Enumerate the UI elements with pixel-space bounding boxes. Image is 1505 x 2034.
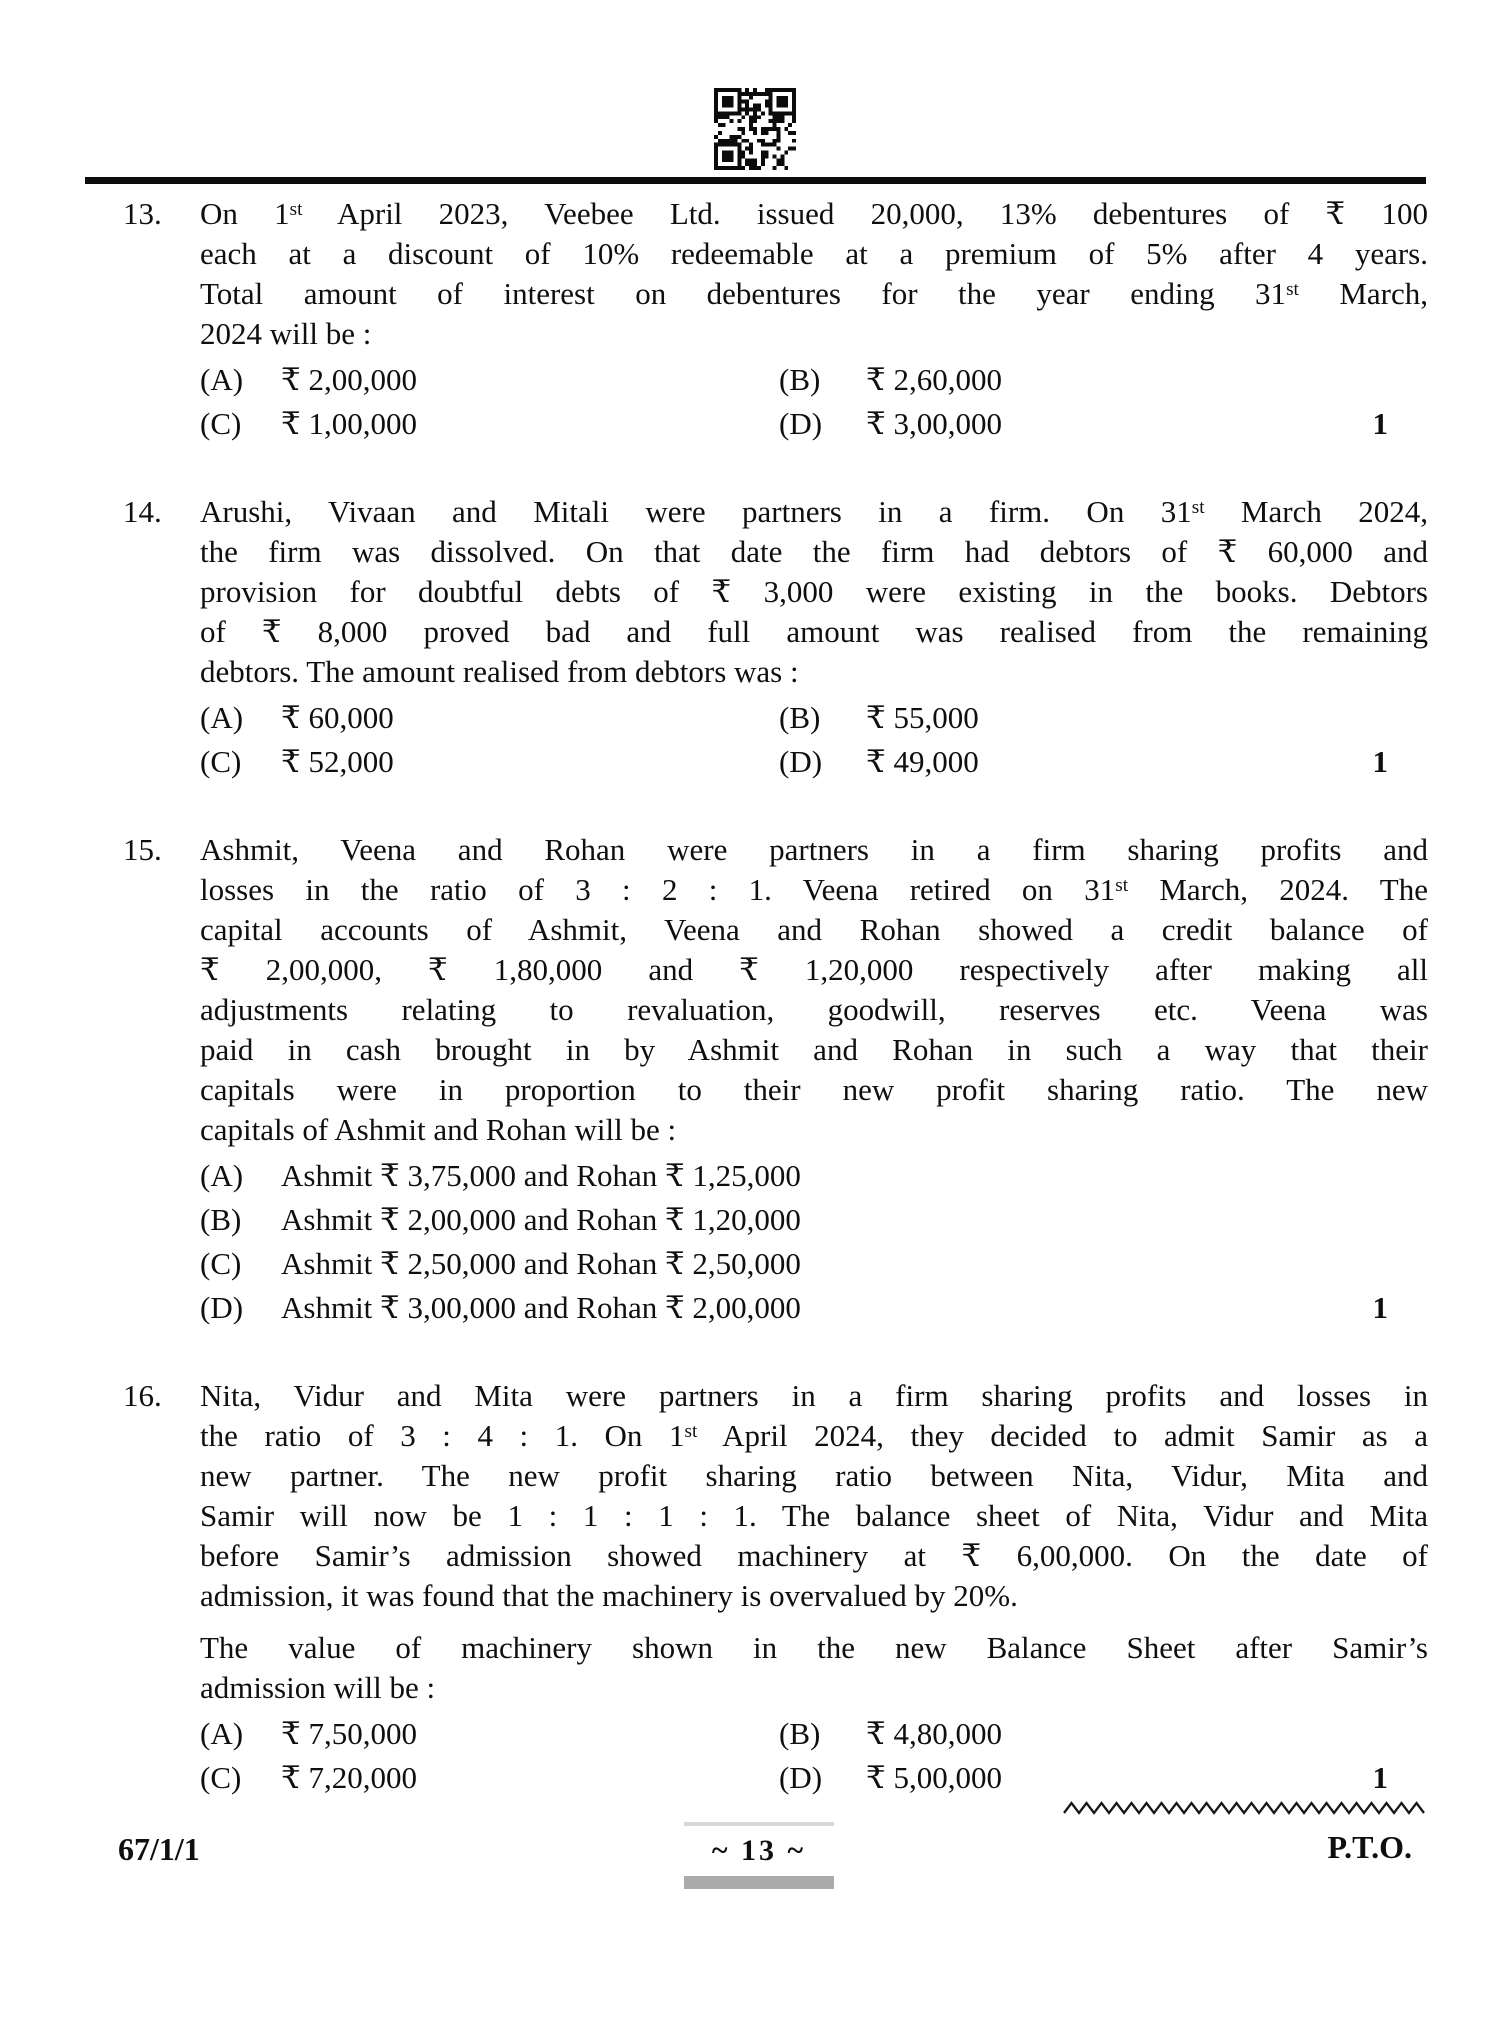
text-line: 2024 will be : xyxy=(200,316,372,351)
question-paragraph xyxy=(200,830,1428,1150)
paper-code: 67/1/1 xyxy=(118,1831,200,1867)
page-number-rule-bottom xyxy=(684,1876,834,1889)
option-label: (A) xyxy=(200,362,244,397)
question xyxy=(123,492,1428,782)
option-text: ₹ 7,50,000 xyxy=(281,1716,417,1751)
question xyxy=(123,194,1428,444)
text-line: admission will be : xyxy=(200,1670,436,1705)
options xyxy=(200,1714,1428,1798)
option-row xyxy=(200,698,1428,738)
option-row xyxy=(200,742,1428,782)
option-label: (D) xyxy=(200,1290,244,1325)
text-line: Samir will now be 1 : 1 : 1 : 1. The balance sheet of Nita, Vidur and Mita xyxy=(200,1498,1428,1533)
text-line: On 1st April 2023, Veebee Ltd. issued 20,000, 13% debentures of ₹ 100 xyxy=(200,196,1428,231)
text-line: of ₹ 8,000 proved bad and full amount was realised from the remaining xyxy=(200,614,1428,649)
question-number: 14. xyxy=(123,494,162,529)
option-label: (A) xyxy=(200,1158,244,1193)
option-text: ₹ 60,000 xyxy=(281,700,394,735)
question-text xyxy=(200,492,1428,692)
option-text: ₹ 52,000 xyxy=(281,744,394,779)
option-label: (B) xyxy=(779,1716,821,1751)
question-body xyxy=(200,194,1428,444)
question-body xyxy=(200,1376,1428,1798)
option-text: ₹ 2,00,000 xyxy=(281,362,417,397)
options xyxy=(200,698,1428,782)
option-row xyxy=(200,360,1428,400)
text-line: The value of machinery shown in the new Balance Sheet after Samir’s xyxy=(200,1630,1428,1665)
text-line: Total amount of interest on debentures for the year ending 31st March, xyxy=(200,276,1429,311)
option-text: Ashmit ₹ 2,00,000 and Rohan ₹ 1,20,000 xyxy=(281,1202,801,1237)
option-text: ₹ 55,000 xyxy=(866,700,979,735)
question-paragraph xyxy=(200,1376,1428,1616)
questions xyxy=(123,194,1428,1798)
marks: 1 xyxy=(1372,744,1388,779)
option-label: (B) xyxy=(200,1202,242,1237)
option-text: Ashmit ₹ 3,75,000 and Rohan ₹ 1,25,000 xyxy=(281,1158,801,1193)
header-rule xyxy=(85,177,1426,184)
question-paragraph xyxy=(200,1628,1428,1708)
option-text: ₹ 3,00,000 xyxy=(866,406,1002,441)
option-text: ₹ 1,00,000 xyxy=(281,406,417,441)
text-line: adjustments relating to revaluation, goodwill, reserves etc. Veena was xyxy=(200,992,1428,1027)
text-line: paid in cash brought in by Ashmit and Rohan in such a way that their xyxy=(200,1032,1428,1067)
text-line: the ratio of 3 : 4 : 1. On 1st April 2024, they decided to admit Samir as a xyxy=(200,1418,1428,1453)
text-line: Ashmit, Veena and Rohan were partners in a firm sharing profits and xyxy=(200,832,1428,867)
option-row xyxy=(200,1288,1428,1328)
text-line: new partner. The new profit sharing ratio between Nita, Vidur, Mita and xyxy=(200,1458,1428,1493)
page-number-block xyxy=(684,1822,834,1889)
option-label: (D) xyxy=(779,744,823,779)
option-text: ₹ 2,60,000 xyxy=(866,362,1002,397)
option-text: ₹ 5,00,000 xyxy=(866,1760,1002,1795)
option-text: Ashmit ₹ 2,50,000 and Rohan ₹ 2,50,000 xyxy=(281,1246,801,1281)
option-label: (C) xyxy=(200,406,242,441)
option-label: (C) xyxy=(200,1760,242,1795)
marks: 1 xyxy=(1372,1290,1388,1325)
question-body xyxy=(200,830,1428,1328)
marks: 1 xyxy=(1372,406,1388,441)
options xyxy=(200,1156,1428,1328)
option-label: (D) xyxy=(779,1760,823,1795)
text-line: admission, it was found that the machinery is overvalued by 20%. xyxy=(200,1578,1018,1613)
question-text xyxy=(200,194,1428,354)
option-label: (C) xyxy=(200,1246,242,1281)
option-text: Ashmit ₹ 3,00,000 and Rohan ₹ 2,00,000 xyxy=(281,1290,801,1325)
option-label: (B) xyxy=(779,362,821,397)
option-label: (A) xyxy=(200,700,244,735)
option-row xyxy=(200,1714,1428,1754)
text-line: capital accounts of Ashmit, Veena and Rohan showed a credit balance of xyxy=(200,912,1428,947)
text-line: Arushi, Vivaan and Mitali were partners in a firm. On 31st March 2024, xyxy=(200,494,1428,529)
option-text: ₹ 7,20,000 xyxy=(281,1760,417,1795)
option-text: ₹ 49,000 xyxy=(866,744,979,779)
text-line: before Samir’s admission showed machinery at ₹ 6,00,000. On the date of xyxy=(200,1538,1428,1573)
pto-label: P.T.O. xyxy=(1327,1829,1412,1865)
text-line: provision for doubtful debts of ₹ 3,000 were existing in the books. Debtors xyxy=(200,574,1428,609)
option-label: (B) xyxy=(779,700,821,735)
question-paragraph xyxy=(200,492,1428,692)
question-text xyxy=(200,830,1428,1150)
marks: 1 xyxy=(1372,1760,1388,1795)
text-line: debtors. The amount realised from debtors was : xyxy=(200,654,799,689)
question-paragraph xyxy=(200,194,1428,354)
text-line: the firm was dissolved. On that date the firm had debtors of ₹ 60,000 and xyxy=(200,534,1428,569)
page-number: ~ 13 ~ xyxy=(711,1834,807,1867)
text-line: Nita, Vidur and Mita were partners in a firm sharing profits and losses in xyxy=(200,1378,1428,1413)
question-text xyxy=(200,1376,1428,1708)
qr-code-icon xyxy=(714,88,796,170)
text-line: capitals of Ashmit and Rohan will be : xyxy=(200,1112,677,1147)
option-row xyxy=(200,1244,1428,1284)
option-label: (A) xyxy=(200,1716,244,1751)
text-line: capitals were in proportion to their new profit sharing ratio. The new xyxy=(200,1072,1428,1107)
text-line: losses in the ratio of 3 : 2 : 1. Veena retired on 31st March, 2024. The xyxy=(200,872,1428,907)
options xyxy=(200,360,1428,444)
text-line: ₹ 2,00,000, ₹ 1,80,000 and ₹ 1,20,000 respectively after making all xyxy=(200,952,1428,987)
option-text: ₹ 4,80,000 xyxy=(866,1716,1002,1751)
option-label: (C) xyxy=(200,744,242,779)
wavy-line xyxy=(1062,1800,1428,1816)
option-row xyxy=(200,1758,1428,1798)
question-number: 16. xyxy=(123,1378,162,1413)
question xyxy=(123,1376,1428,1798)
question xyxy=(123,830,1428,1328)
text-line: each at a discount of 10% redeemable at a premium of 5% after 4 years. xyxy=(200,236,1428,271)
option-row xyxy=(200,1200,1428,1240)
question-number: 15. xyxy=(123,832,162,867)
question-number: 13. xyxy=(123,196,162,231)
question-body xyxy=(200,492,1428,782)
option-row xyxy=(200,404,1428,444)
option-row xyxy=(200,1156,1428,1196)
option-label: (D) xyxy=(779,406,823,441)
